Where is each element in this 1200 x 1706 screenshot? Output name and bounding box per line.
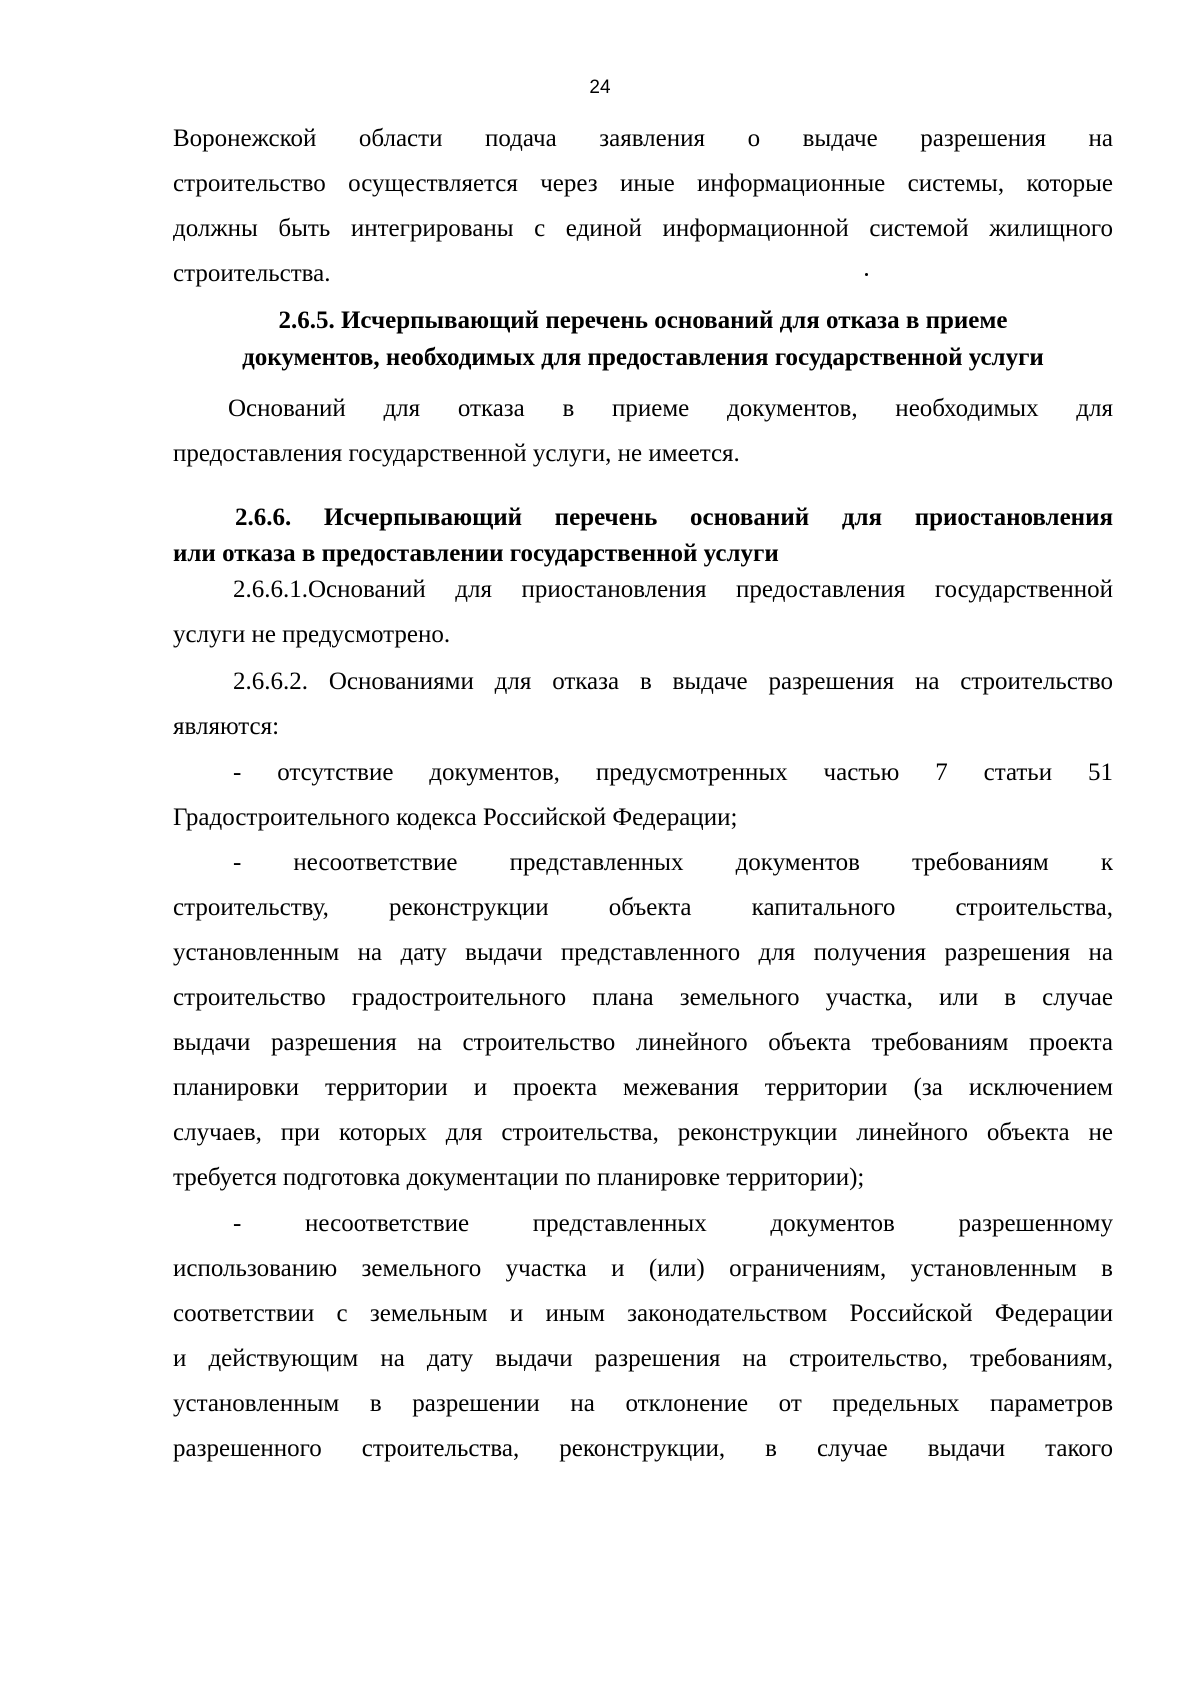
bullet-1-line-2: Градостроительного кодекса Российской Федерации;: [173, 804, 738, 831]
bullet-2-line-8: требуется подготовка документации по планировке территории);: [173, 1164, 865, 1191]
bullet-1-line-1: - отсутствие документов, предусмотренных частью 7 статьи 51: [233, 759, 1113, 786]
intro-line-3: должны быть интегрированы с единой информационной системой жилищного: [173, 215, 1113, 242]
intro-line-2: строительство осуществляется через иные информационные системы, которые: [173, 170, 1113, 197]
section-266-heading-line-1: 2.6.6. Исчерпывающий перечень оснований для приостановления: [235, 504, 1113, 531]
page-number: 24: [589, 77, 611, 98]
bullet-2-line-7: случаев, при которых для строительства, реконструкции линейного объекта не: [173, 1119, 1113, 1146]
section-266-p1-line-2: услуги не предусмотрено.: [173, 621, 451, 648]
section-265-heading-line-1: 2.6.5. Исчерпывающий перечень оснований для отказа в приеме: [278, 307, 1008, 334]
bullet-2-line-4: строительство градостроительного плана земельного участка, или в случае: [173, 984, 1113, 1011]
section-266-p2-line-1: 2.6.6.2. Основаниями для отказа в выдаче разрешения на строительство: [233, 668, 1113, 695]
bullet-3-line-4: и действующим на дату выдачи разрешения на строительство, требованиям,: [173, 1345, 1113, 1372]
section-265-body-line-2: предоставления государственной услуги, не имеется.: [173, 440, 740, 467]
bullet-2-line-6: планировки территории и проекта межевания территории (за исключением: [173, 1074, 1113, 1101]
section-266-heading-line-2: или отказа в предоставлении государственной услуги: [173, 540, 779, 567]
bullet-3-line-6: разрешенного строительства, реконструкции, в случае выдачи такого: [173, 1435, 1113, 1462]
bullet-3-line-1: - несоответствие представленных документов разрешенному: [233, 1210, 1113, 1237]
section-266-p1-line-1: 2.6.6.1.Оснований для приостановления предоставления государственной: [233, 576, 1113, 603]
bullet-2-line-3: установленным на дату выдачи представленного для получения разрешения на: [173, 939, 1113, 966]
intro-line-4: строительства.: [173, 260, 331, 287]
section-265-heading-line-2: документов, необходимых для предоставления государственной услуги: [242, 344, 1044, 371]
bullet-2-line-5: выдачи разрешения на строительство линейного объекта требованиям проекта: [173, 1029, 1113, 1056]
bullet-3-line-3: соответствии с земельным и иным законодательством Российской Федерации: [173, 1300, 1113, 1327]
bullet-3-line-2: использованию земельного участка и (или) ограничениям, установленным в: [173, 1255, 1113, 1282]
section-266-p2-line-2: являются:: [173, 713, 280, 740]
bullet-2-line-2: строительству, реконструкции объекта капитального строительства,: [173, 894, 1113, 921]
bullet-2-line-1: - несоответствие представленных документов требованиям к: [233, 849, 1113, 876]
intro-line-1: Воронежской области подача заявления о выдаче разрешения на: [173, 125, 1113, 152]
stray-dot: [865, 273, 868, 276]
bullet-3-line-5: установленным в разрешении на отклонение от предельных параметров: [173, 1390, 1113, 1417]
section-265-body-line-1: Оснований для отказа в приеме документов, необходимых для: [228, 395, 1113, 422]
